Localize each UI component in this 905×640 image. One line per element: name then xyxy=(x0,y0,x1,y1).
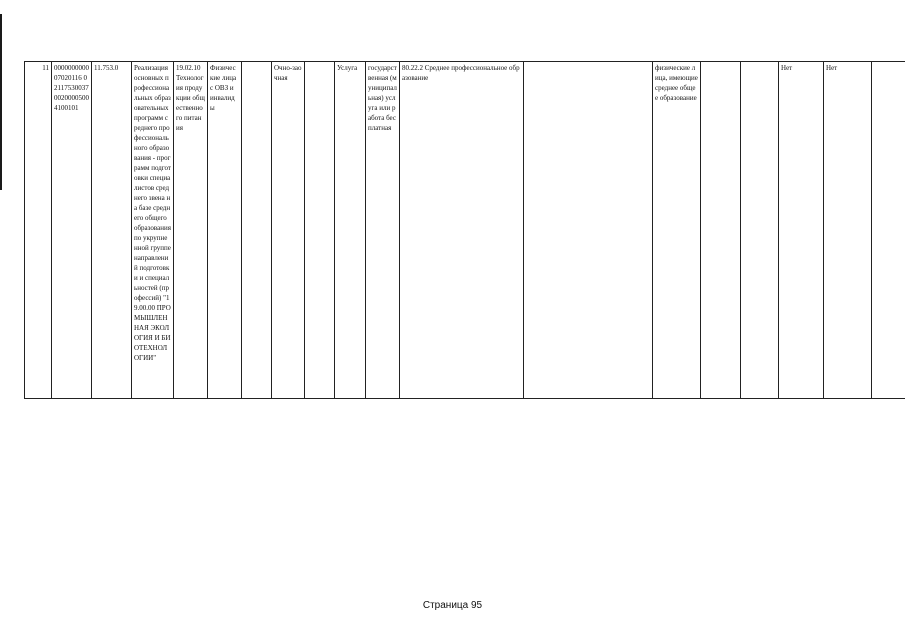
okved-code: 80.22.2 Среднее профессиональное образование xyxy=(400,62,524,399)
empty-cell xyxy=(741,62,779,399)
empty-cell xyxy=(872,62,905,399)
flag-2: Нет xyxy=(824,62,872,399)
empty-cell xyxy=(242,62,272,399)
empty-cell xyxy=(701,62,741,399)
specialty: 19.02.10 Технология продукции общественного питания xyxy=(174,62,208,399)
flag-1: Нет xyxy=(779,62,824,399)
scan-edge-mark xyxy=(0,14,2,190)
study-form: Очно-заочная xyxy=(272,62,305,399)
payment-type: государственная (муниципальная) услуга или работа бесплатная xyxy=(366,62,400,399)
empty-cell xyxy=(524,62,653,399)
consumers: физические лица, имеющие среднее общее образование xyxy=(653,62,701,399)
registry-table xyxy=(24,61,905,399)
row-number: 11 xyxy=(25,62,52,399)
consumer-category: Физические лица с ОВЗ и инвалиды xyxy=(208,62,242,399)
service-code: 11.753.0 xyxy=(92,62,132,399)
empty-cell xyxy=(305,62,335,399)
page-footer: Страница 95 xyxy=(422,600,483,611)
table-row xyxy=(25,62,905,399)
service-name: Реализация основных профессиональных образовательных программ среднего профессионального образования - программ подготовки специалистов среднего звена на базе среднего общего образования по укрупненной группе направлений подготовки и специальностей (профессий) "19.00.00 ПРОМЫШЛЕННАЯ ЭКОЛОГИЯ И БИОТЕХНОЛОГИИ" xyxy=(132,62,174,399)
service-kind: Услуга xyxy=(335,62,366,399)
registry-code: 000000000007020116 0211753003700200005004100101 xyxy=(52,62,92,399)
